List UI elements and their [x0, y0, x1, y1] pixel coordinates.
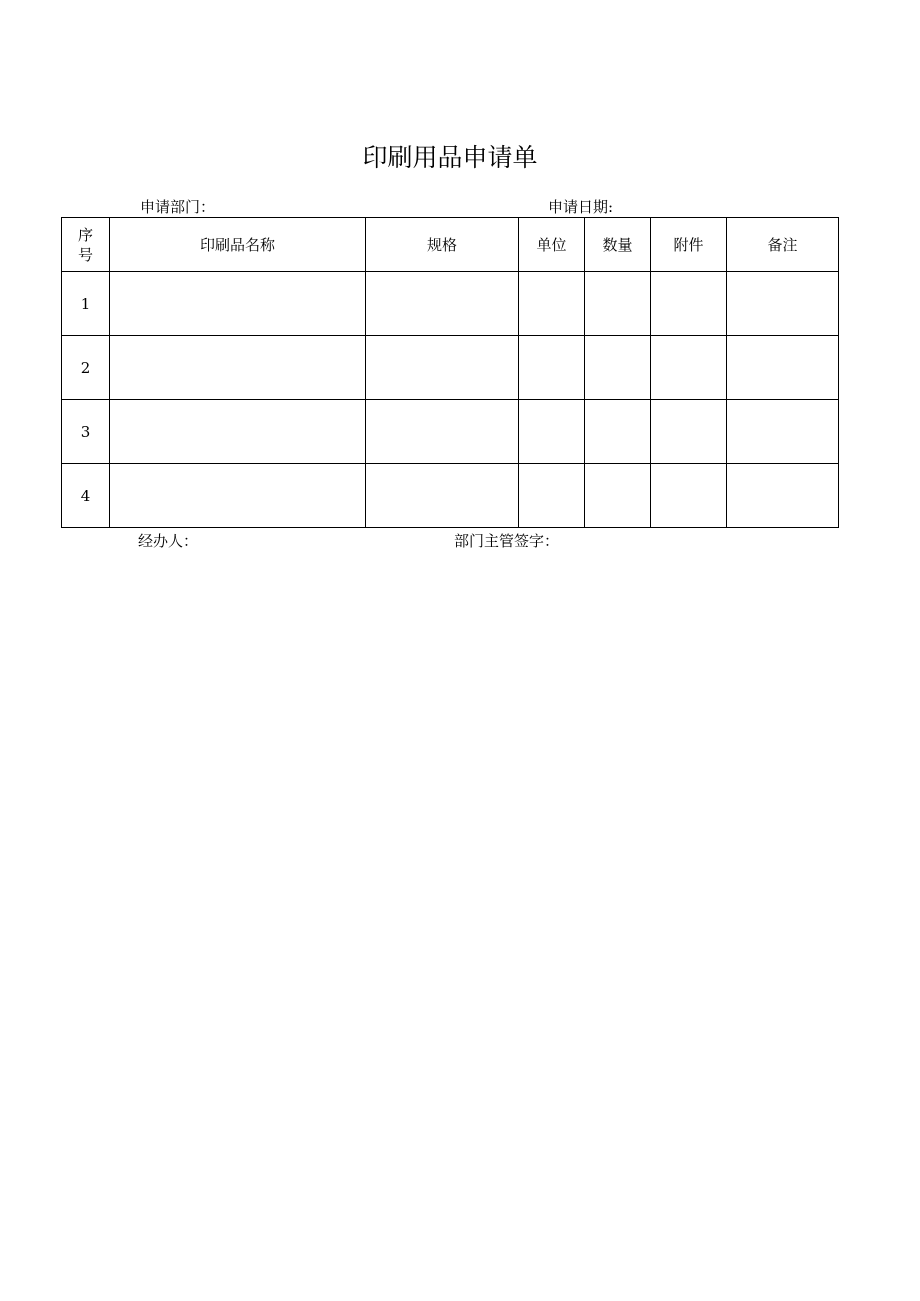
quantity-cell[interactable]: [585, 464, 651, 528]
header-quantity: 数量: [585, 218, 651, 272]
header-remark: 备注: [727, 218, 839, 272]
header-item-name: 印刷品名称: [110, 218, 366, 272]
row-seq: 2: [62, 336, 110, 400]
attachment-cell[interactable]: [651, 400, 727, 464]
item-name-cell[interactable]: [110, 336, 366, 400]
item-name-cell[interactable]: [110, 400, 366, 464]
supervisor-signature-label: 部门主管签字：: [454, 532, 560, 550]
table-row: [62, 464, 839, 528]
unit-cell[interactable]: [519, 336, 585, 400]
remark-cell[interactable]: [727, 336, 839, 400]
unit-cell[interactable]: [519, 272, 585, 336]
row-seq: 4: [62, 464, 110, 528]
table-header-row: [62, 218, 839, 272]
header-attachment: 附件: [651, 218, 727, 272]
remark-cell[interactable]: [727, 400, 839, 464]
quantity-cell[interactable]: [585, 272, 651, 336]
spec-cell[interactable]: [366, 400, 519, 464]
spec-cell[interactable]: [366, 464, 519, 528]
remark-cell[interactable]: [727, 464, 839, 528]
spec-cell[interactable]: [366, 336, 519, 400]
unit-cell[interactable]: [519, 464, 585, 528]
unit-cell[interactable]: [519, 400, 585, 464]
row-seq: 3: [62, 400, 110, 464]
item-name-cell[interactable]: [110, 272, 366, 336]
header-spec: 规格: [366, 218, 519, 272]
row-seq: 1: [62, 272, 110, 336]
quantity-cell[interactable]: [585, 400, 651, 464]
table-row: [62, 400, 839, 464]
attachment-cell[interactable]: [651, 464, 727, 528]
header-unit: 单位: [519, 218, 585, 272]
table-row: [62, 336, 839, 400]
quantity-cell[interactable]: [585, 336, 651, 400]
header-seq-line2: 号: [77, 245, 93, 264]
spec-cell[interactable]: [366, 272, 519, 336]
print-supplies-table: [61, 217, 839, 528]
application-date-label: 申请日期:: [548, 198, 614, 216]
remark-cell[interactable]: [727, 272, 839, 336]
department-label: 申请部门：: [140, 198, 216, 216]
table-row: [62, 272, 839, 336]
form-title: 印刷用品申请单: [362, 143, 538, 172]
header-seq-line1: 序: [77, 225, 93, 244]
attachment-cell[interactable]: [651, 272, 727, 336]
header-seq: [62, 218, 110, 272]
attachment-cell[interactable]: [651, 336, 727, 400]
handler-label: 经办人：: [138, 532, 199, 550]
item-name-cell[interactable]: [110, 464, 366, 528]
